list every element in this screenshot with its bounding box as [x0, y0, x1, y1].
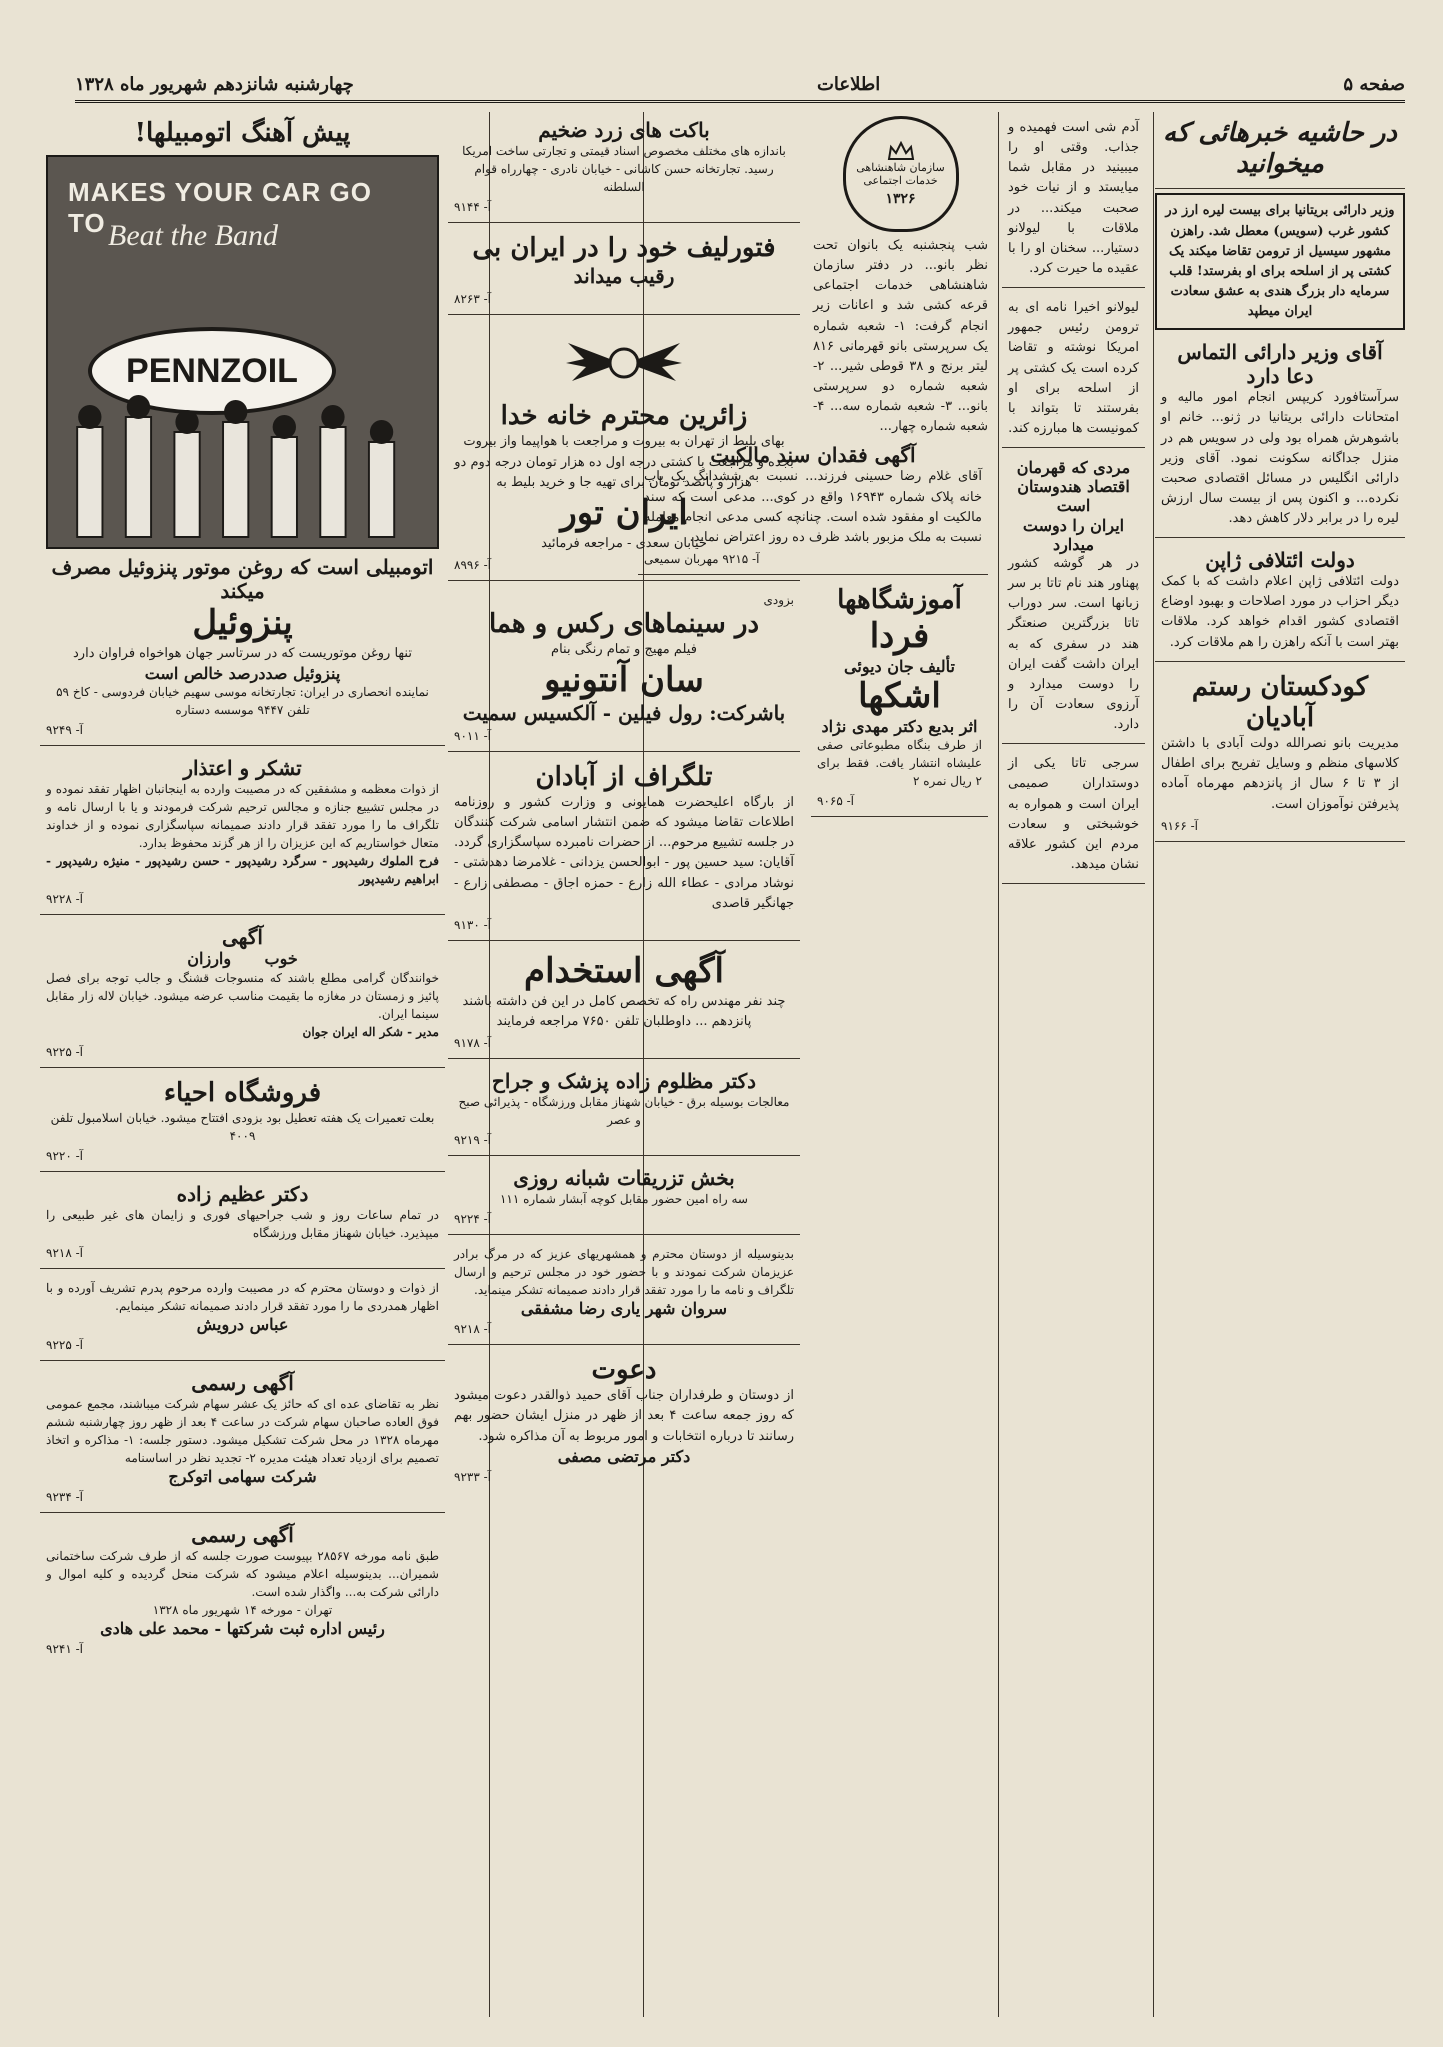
ad-reference: آ- ۹۲۲۸ [46, 892, 83, 907]
ad-title: آگهی رسمی [191, 1370, 294, 1395]
ad-subtitle: فیلم مهیج و تمام رنگی بنام [551, 641, 697, 657]
ad-signature: رئیس اداره ثبت شرکتها - محمد علی هادی [100, 1619, 385, 1639]
ad-body: در تمام ساعات روز و شب جراحیهای فوری و زایمان های غیر طبیعی را میپذیرد. خیابان شهناز مقابل ورزشگاه [46, 1207, 439, 1240]
ad-soon: بزودی [763, 592, 794, 607]
ad-title: پیش آهنگ اتومبیلها! [134, 118, 351, 148]
ad-body: آقای غلام رضا حسینی فرزند... نسبت به ششدانگ یک باب خانه پلاک شماره ۱۶۹۴۳ واقع در کوی... مدعی است که سند مالکیت او مفقود شده است. چنانچه کسی مدعی انجام معامله نسبت به ملک مزبور باشد ظرف ده روز اعتراض نماید. [644, 469, 982, 545]
ad-reference: آ- ۹۲۱۵ مهربان سمیعی [644, 551, 760, 566]
masthead [75, 68, 1405, 100]
thanks-apology-ad [40, 750, 445, 915]
ad-body: نظر به تقاضای عده ای که حائز یک عشر سهام شرکت میباشند، مجمع عمومی فوق العاده صاحبان سهام شرکت در ساعت ۴ بعد از ظهر روز چهارشنبه ششم مهرماه ۱۳۲۸ در محل شرکت تشکیل میشود. دستور جلسه: ۱- مذاکره و اتخاذ تصمیم برای ازدیاد تعداد هیئت مدیره ۲- تجدید نظر در اساسنامه [46, 1396, 440, 1465]
ad-reference: آ- ۹۲۱۹ [454, 1132, 491, 1147]
pennzoil-logo: PENNZOIL [88, 327, 336, 415]
seal-column [813, 112, 988, 437]
ad-body: از ذوات و دوستان محترم که در مصیبت وارده مرحوم پدرم تشریف آورده و با اظهار همدردی ما را مورد تفقد قرار دادند صمیمانه تشکر مینمایم. [46, 1280, 439, 1313]
book-note: از طرف بنگاه مطبوعاتی صفی علیشاه انتشار یافت. فقط برای ۲ ریال نمره ۲ [817, 738, 982, 789]
book-title: آموزشگاهها [837, 584, 962, 615]
ad-reference: آ- ۹۱۷۸ [454, 1035, 491, 1050]
ad-reference: آ- ۹۱۶۶ [1161, 818, 1198, 833]
telegram-ad [448, 756, 800, 941]
ad-body: خوانندگان گرامی مطلع باشند که منسوجات قشنگ و جالب توجه برای فصل پائیز و زمستان در مغازه ما بقیمت مناسب عرضه میشود. خیابان لاله زار مقابل سینما ایران. [46, 970, 439, 1021]
invitation-ad [448, 1349, 800, 1492]
ad-body: طبق نامه مورخه ۲۸۵۶۷ بپیوست صورت جلسه که از طرف شرکت ساختمانی شمیران... بدینوسیله اعلام میشود که شرکت منحل گردیده و کلیه اموال و دارائی شرکت به... واگذار شده است. [46, 1549, 439, 1600]
ad-signature: شرکت سهامی اتوکرج [168, 1466, 317, 1486]
ad-reference: آ- ۹۲۴۱ [46, 1642, 83, 1657]
ad-slogan: MAKES YOUR CAR GO TO [68, 177, 372, 239]
ad-title: فروشگاه احیاء [163, 1077, 322, 1108]
ad-title: آگهی فقدان سند مالکیت [710, 443, 916, 468]
ad-title: آگهی [222, 925, 263, 950]
issue-date: چهارشنبه شانزدهم شهریور ماه ۱۳۲۸ [75, 73, 354, 95]
article-body: شب پنجشنبه یک بانوان تحت نظر بانو... در دفتر سازمان شاهنشاهی خدمات اجتماعی قرعه کشی شد و اعانات زیر انجام گرفت: ۱- شعبه شماره یک سرپرستی بانو قهرمانی ۸۱۶ لیتر برنج و ۳۸ قوطی شیر... ۲- شعبه شماره دو سرپرستی بانو... ۳- شعبه شماره سه... ۴- شعبه شماره چهار... [813, 238, 988, 435]
article-body: آدم شی است فهمیده و جذاب. وقتی او را میبینید در مقابل شما میایستد و از نیات خود صحبت میکند... در ملاقات با لیولانو دستیار... سخنان او را با عقیده ما حیرت کرد. [1008, 120, 1139, 276]
ad-signature: فرح الملوك رشيدپور - سرگرد رشيدپور - حسن رشيدپور - منيژه رشيدپور - ابراهيم رشيدپور [46, 854, 439, 887]
article-body: دولت ائتلافی ژاپن اعلام داشت که با کمک دیگر احزاب در مورد اصلاحات و بهبود اوضاع اقتصادی کشور اقدام خواهد کرد. ملاقات بهتر است با آنکه راهزن را هم ملاقات کرد. [1161, 574, 1399, 650]
ad-subtitle: رقیب میداند [573, 264, 675, 289]
ad-reference: آ- ۹۲۱۸ [46, 1245, 83, 1260]
ad-title: کودکستان رستم آبادیان [1191, 671, 1369, 733]
thanks-ad [448, 1239, 800, 1345]
ad-line: اتومبیلی است که روغن موتور پنزوئیل مصرف میکند [51, 555, 434, 604]
ad-subtitle: خوب وارزان [187, 949, 298, 969]
doctor-ad-2 [40, 1176, 445, 1269]
column-news [1155, 112, 1405, 2017]
ad-signature: دکتر مرتضی مصفی [557, 1446, 691, 1466]
article-body: سرجی تاتا یکی از دوستداران صمیمی ایران است و همواره به خوشبختی و سعادت مردم این کشور علاقه نشان میدهد. [1008, 756, 1139, 873]
ad-slogan-2: Beat the Band [108, 219, 278, 253]
ad-body: بهای بلیط از تهران به بیروت و مراجعت با هواپیما واز بیروت بجده و مراجعت با کشتی درجه اول ده هزار تومان درجه دوم دو هزار و پانصد تومان برای تهیه جا و خرید بلیط به [454, 434, 794, 490]
gratitude-ad [40, 1273, 445, 1361]
seal-text: سازمان شاهنشاهی خدمات اجتماعی [856, 161, 945, 187]
column-divider [998, 112, 999, 2017]
social-services-seal [843, 116, 959, 232]
section-title: در حاشیه خبرهائی که میخوانید [1163, 118, 1397, 180]
film-cast: باشرکت: رول فیلین - آلکسیس سمیت [462, 700, 786, 725]
ad-body: سه راه امین حضور مقابل کوچه آبشار شماره ۱۱۱ [499, 1191, 748, 1206]
doctor-ad [448, 1063, 800, 1156]
film-title: سان آنتونیو [544, 660, 704, 701]
news-lead [1155, 193, 1405, 330]
ad-brand-name: پنزوئیل [192, 603, 293, 644]
book-title-3: اشکها [858, 676, 941, 717]
ad-line: تنها روغن موتوریست که در سرتاسر جهان هواخواه فراوان دارد [73, 645, 412, 661]
ad-body: از بارگاه اعلیحضرت همایونی و وزارت کشور و روزنامه اطلاعات تقاضا میشود که ضمن انتشار اسامی شرکت کنندگان در جلسه تشییع مرحوم... از حضرات نامبرده سپاسگزاری گردد. آقایان: سید حسین پور - ابوالحسن یزدانی - غلامرضا دهدشتی - نوشاد مرادی - عطاء الله زارع - حمزه اجاق - مصطفی زارع - جهانگیر قاصدی [454, 795, 794, 911]
pennzoil-illustration [46, 155, 439, 549]
ad-title: دکتر عظیم زاده [176, 1181, 309, 1206]
article-body: در هر گوشه کشور پهناور هند نام تاتا بر سر زبانها است. سر دوراب تاتا بزرگترین صنعتگر هند در سفری که به ایران داشت گفت ایران را دوست میدارد و آرزوی سعادت آن را دارد. [1008, 556, 1139, 733]
article-heading: دولت ائتلافی ژاپن [1205, 548, 1355, 573]
page-number: صفحه ۵ [1343, 73, 1405, 95]
ad-body: بعلت تعمیرات یک هفته تعطیل بود بزودی افتتاح میشود. خیابان اسلامبول تلفن ۴۰۰۹ [50, 1110, 435, 1143]
ad-body: بدینوسیله از دوستان محترم و همشهریهای عزیز که در مرگ برادر عزیزمان شرکت نمودند و با حضور خود در مجلس ترحیم و ارسال تلگراف و نامه ما را مورد تفقد قرار دادند صمیمانه تشکر مینماید. [454, 1246, 794, 1297]
winged-emblem-icon [564, 333, 684, 393]
ad-reference: آ- ۹۲۳۴ [46, 1490, 83, 1505]
ad-title: زائرین محترم خانه خدا [500, 401, 748, 432]
column-ads [448, 112, 800, 2017]
news-article [1155, 334, 1405, 538]
ad-title: آگهی رسمی [191, 1523, 294, 1548]
cinema-ad [448, 585, 800, 752]
ad-agent: نماینده انحصاری در ایران: تجارتخانه موسی سهیم خیابان فردوسی - کاخ ۵۹ تلفن ۹۴۴۷ موسسه دستاره [56, 685, 429, 718]
ad-title: فتورلیف خود را در ایران بی [472, 233, 776, 263]
book-ad [811, 579, 988, 817]
ad-title: دعوت [591, 1355, 657, 1386]
ad-reference: آ- ۹۲۱۸ [454, 1322, 491, 1337]
article-subheading: ایران را دوست میدارد [1022, 515, 1125, 554]
masthead-rule [75, 100, 1405, 103]
ad-title: دکتر مظلوم زاده پزشک و جراح [491, 1068, 757, 1093]
article-heading: آقای وزیر دارائی التماس دعا دارد [1177, 340, 1383, 389]
ad-date: تهران - مورخه ۱۴ شهریور ماه ۱۳۲۸ [152, 1603, 333, 1618]
ad-reference: آ- ۹۱۴۴ [454, 200, 491, 214]
ad-signature: عباس درویش [196, 1314, 289, 1334]
column-ads-left [40, 112, 445, 2017]
ad-body: از ذوات معظمه و مشفقین که در مصیبت وارده به اینجانبان اظهار تفقد نموده و در مجلس تشییع جنازه و مجالس ترحیم شرکت فرمودند و یا با ارسال نامه و تلگراف ما را مورد تفقد قرار دادند صمیمانه سپاسگزاری نموده و از خداوند متعال خواستاریم که این عزیزان را از هر گزند محفوظ بدارد. [46, 782, 439, 851]
ad-reference: آ- ۸۲۶۳ [454, 292, 491, 307]
ad-title: آگهی استخدام [524, 950, 724, 991]
ad-signature: سروان شهر یاری رضا مشفقی [520, 1298, 728, 1318]
ad-reference: آ- ۹۲۲۰ [46, 1148, 83, 1163]
kindergarten-ad [1155, 666, 1405, 842]
news-headline-block [1155, 112, 1405, 189]
column-news-continued [1002, 112, 1145, 2017]
ad-title: بخش تزریقات شبانه روزی [513, 1165, 735, 1190]
newspaper-name: اطلاعات [816, 73, 881, 95]
ad-title: باکت های زرد ضخیم [538, 118, 710, 142]
ad-reference: آ- ۹۱۳۰ [454, 917, 491, 932]
news-article [1002, 292, 1145, 448]
ad-body: چند نفر مهندس راه که تخصص کامل در این فن داشته باشند پانزدهم ... داوطلبان تلفن ۷۶۵۰ مراجعه فرمایند [462, 993, 786, 1029]
ad-reference: آ- ۹۲۳۳ [454, 1469, 491, 1484]
envelopes-ad [448, 112, 800, 223]
ad-line: پنزوئیل صددرصد خالص است [144, 664, 341, 684]
ad-title: در سینماهای رکس و هما [488, 608, 760, 639]
ad-reference: آ- ۹۲۲۵ [46, 1337, 83, 1352]
news-article [1002, 748, 1145, 884]
article-body: سرآستافورد کریپس انجام امور مالیه و امتحانات دارائی بریتانیا در ژنو... خانم او باشوهرش همراه بود ولی در سویس هم در منزل جداگانه سکونت نمود. آقای وزیر دارائی انگلیس در مسائل اقتصادی صحبت نکرده... و اکنون پس از بیست سال ارزش لیره را در برابر دلار کاهش دهد. [1161, 390, 1399, 527]
book-author: تألیف جان دیوئی [844, 656, 955, 676]
ad-title: تشکر و اعتذار [183, 756, 302, 781]
injection-ad [448, 1160, 800, 1235]
ad-signature: مدیر - شکر اله ایران جوان [302, 1024, 439, 1039]
ad-reference: آ- ۹۰۱۱ [454, 728, 491, 743]
book-title-2: فردا [869, 616, 930, 657]
photo-ad [448, 227, 800, 315]
marching-band-illustration [48, 387, 437, 547]
agency-name: ایران تور [560, 492, 688, 533]
official-notice-2 [40, 1517, 445, 1664]
ad-reference: آ- ۹۲۴۹ [46, 723, 83, 738]
store-ad [40, 1072, 445, 1172]
ad-reference: آ- ۹۲۲۵ [46, 1044, 83, 1059]
column-divider [1153, 112, 1154, 2017]
official-notice-1 [40, 1365, 445, 1513]
pilgrims-ad [448, 319, 800, 581]
ad-body: مدیریت بانو نصرالله دولت آبادی با داشتن کلاسهای منظم و وسایل تفریح برای اطفال از ۳ تا ۶ سال از پانزدهم مهرماه آماده پذیرفتن نوآموزان است. [1161, 736, 1399, 812]
ad-body: از دوستان و طرفداران جناب آقای حمید ذوالقدر دعوت میشود که روز جمعه ساعت ۴ بعد از ظهر در منزل ایشان حضور بهم رسانند تا درباره انتخابات و امور مربوط به آن مذاکره شود. [454, 1388, 794, 1444]
ad-body: باندازه های مختلف مخصوص اسناد قیمتی و تجارتی ساخت امریکا رسید. تجارتخانه حسن کاشانی - خیابان نادری - چهارراه قوام السلطنه [462, 144, 786, 194]
article-body: لیولانو اخیرا نامه ای به ترومن رئیس جمهور امریکا نوشته و تقاضا کرده است یک کشتی پر از اسلحه برای او بفرستند تا بتواند با کمونیست ها مبارزه کند. [1008, 300, 1139, 436]
seal-year: ۱۳۲۶ [885, 191, 916, 207]
ad-reference: آ- ۸۹۹۶ [454, 557, 491, 572]
news-article [1002, 112, 1145, 288]
employment-ad [448, 945, 800, 1059]
pennzoil-ad [40, 112, 445, 746]
ad-title: تلگراف از آبادان [535, 761, 713, 792]
article-heading: مردی که قهرمان اقتصاد هندوستان است [1016, 458, 1131, 516]
ad-body: معالجات بوسیله برق - خیابان شهناز مقابل ورزشگاه - پذیرائی صبح و عصر [458, 1094, 790, 1127]
book-author-2: اثر بدیع دکتر مهدی نژاد [821, 716, 978, 736]
ad-reference: آ- ۹۲۲۴ [454, 1211, 491, 1226]
news-article [1002, 452, 1145, 744]
news-article [1155, 542, 1405, 662]
lead-text: وزیر دارائی بریتانیا برای بیست لیره ارز در کشور غرب (سویس) معطل شد. راهزن مشهور سیسیل از ترومن تقاضا میکند یک کشتی پر از اسلحه برای او بفرستد! قلب سرمایه دار بزرگ هندی به عشق سعادت ایران میطپد [1165, 203, 1395, 320]
agency-address: خیابان سعدی - مراجعه فرمائید [541, 535, 707, 551]
ad-reference: آ- ۹۰۶۵ [817, 794, 854, 809]
crown-icon [887, 141, 915, 161]
textile-ad [40, 919, 445, 1067]
